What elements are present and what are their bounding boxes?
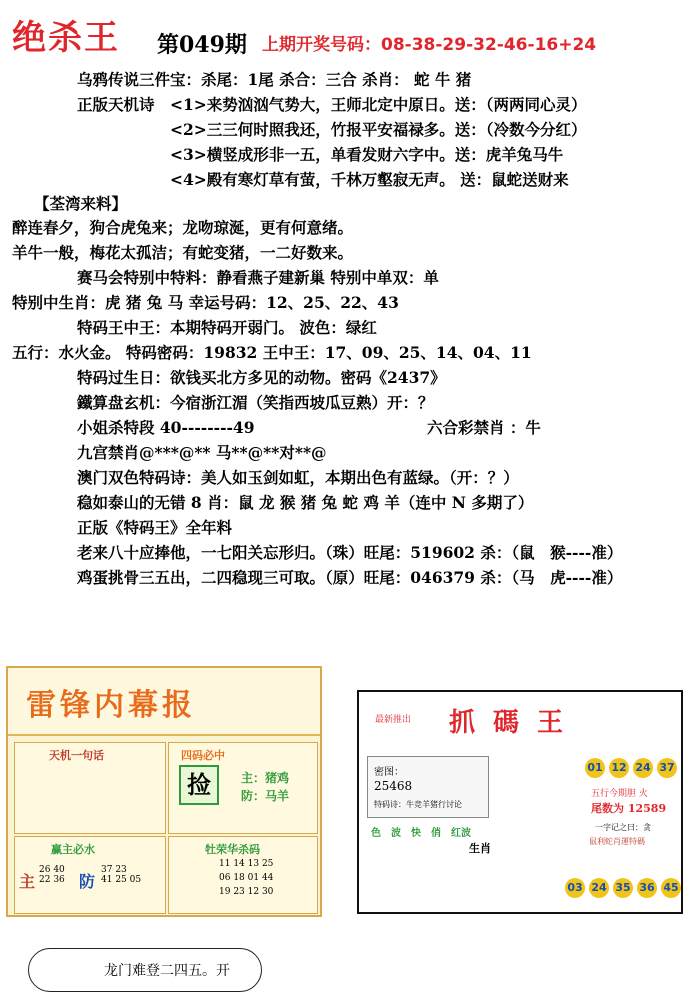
ad-image [357,690,683,914]
text-line: 老来八十应捧他，一七阳关忘形归。（珠）旺尾：519602 杀：（鼠 猴----准） [77,543,623,562]
note2: 鼠利蛇肖運特碼 [589,837,645,846]
brand-title: 绝杀王 [12,18,120,58]
panel-title: 赢主必水 [51,843,95,856]
text-line: 特码王中王：本期特码开弱门。 波色：绿红 [77,318,377,337]
panel-main-numbers [14,836,166,914]
newspaper-title: 雷锋内幕报 [26,688,196,723]
number-ball: 03 [565,878,585,898]
newspaper-image [6,666,322,917]
text-line: 乌鸦传说三件宝：杀尾：1尾 杀合：三合 杀肖： 蛇 牛 猪 [77,70,472,89]
text-line: 澳门双色特码诗：美人如玉剑如虹，本期出色有蓝绿。（开：？） [77,468,519,487]
text-line: 羊牛一般，梅花太孤洁；有蛇变猪，一二好数来。 [12,243,354,262]
text-line: 六合彩禁肖 ：牛 [427,418,541,437]
guard-label: 防 [79,872,96,891]
kill-row: 11 14 13 25 [219,859,274,869]
text-line: 特码过生日：欲钱买北方多见的动物。密码《2437》 [77,368,446,387]
text-line: 五行：水火金。 特码密码：19832 王中王：17、09、25、14、04、11 [12,343,532,362]
number-ball: 12 [609,758,629,778]
panel-four-codes [168,742,318,834]
tema-label: 特码诗：牛竞羊猪行讨论 [374,800,462,809]
number-ball: 24 [589,878,609,898]
main-numbers: 26 40 22 36 [39,865,65,885]
number-ball: 35 [613,878,633,898]
code-value: 25468 [374,779,413,793]
text-line: 醉连春夕，狗合虎兔来；龙吻琼涎，更有何意绪。 [12,218,354,237]
number-ball: 24 [633,758,653,778]
shengxiao-label: 生肖 [469,842,491,855]
text-line: 赛马会特别中特料：静看燕子建新巢 特别中单双：单 [77,268,439,287]
text-line: 特别中生肖：虎 猪 兔 马 幸运号码：12、25、22、43 [12,293,399,312]
code-label: 密图： [374,767,404,778]
number-ball: 36 [637,878,657,898]
code-box [367,756,489,818]
big-character: 捡 [179,765,219,805]
kill-row: 19 23 12 30 [219,887,274,897]
guard-numbers: 37 23 41 25 05 [101,865,142,885]
tail-numbers: 尾数为 12589 [591,802,667,815]
text-line: 正版天机诗 <1>来势汹汹气势大，王师北定中原日。送：（两两同心灵） [77,95,587,114]
number-ball: 45 [661,878,681,898]
color-label: 色 波 快 俏 红波 [371,828,471,839]
issue-number: 第049期 [157,32,247,58]
panel-title: 天机一句话 [49,749,104,762]
text-line: <2>三三何时照我还，竹报平安福禄多。送：（冷数今分红） [170,120,587,139]
panel-title: 牡荣华杀码 [205,843,260,856]
number-ball: 37 [657,758,677,778]
text-line: 正版《特码王》全年料 [77,518,233,537]
number-ball: 01 [585,758,605,778]
newspaper-banner [8,668,320,736]
panel-kill-codes [168,836,318,914]
text-line: 鐵算盘玄机：今宿浙江湄（笑指西坡瓜豆熟）开：？ [77,393,434,412]
main-label: 主 [19,872,36,891]
kill-row: 06 18 01 44 [219,873,274,883]
main-pick: 主：猪鸡 [241,771,290,785]
text-line: <3>横竖成形非一五，单看发财六字中。送：虎羊兔马牛 [170,145,564,164]
ad-tag: 最新推出 [375,715,412,725]
guard-pick: 防：马羊 [241,789,290,803]
text-line: 稳如泰山的无错 8 肖：鼠 龙 猴 猪 兔 蛇 鸡 羊（连中 N 多期了） [77,493,534,512]
panel-saying [14,742,166,834]
text-line: <4>殿有寒灯草有萤，千林万壑寂无声。 送：鼠蛇送财来 [170,170,569,189]
note: 一字记之曰：贪 [595,823,651,832]
ad-header [359,692,681,744]
text-line: 鸡蛋挑骨三五出，二四稳现三可取。（原）旺尾：046379 杀：（马 虎----准） [77,568,623,587]
last-draw-numbers: 上期开奖号码：08-38-29-32-46-16+24 [262,35,597,55]
ad-title: 抓碼王 [449,708,582,738]
cloud-text: 龙门难登二四五。开 [104,963,230,979]
wuxing: 五行今期胆 火 [591,789,648,799]
panel-title: 四码必中 [181,749,225,762]
section-heading: 【荃湾来料】 [34,194,128,213]
text-line: 九宫禁肖@***@** 马**@**对**@ [77,443,327,462]
text-line: 小姐杀特段 40--------49 [77,418,255,437]
